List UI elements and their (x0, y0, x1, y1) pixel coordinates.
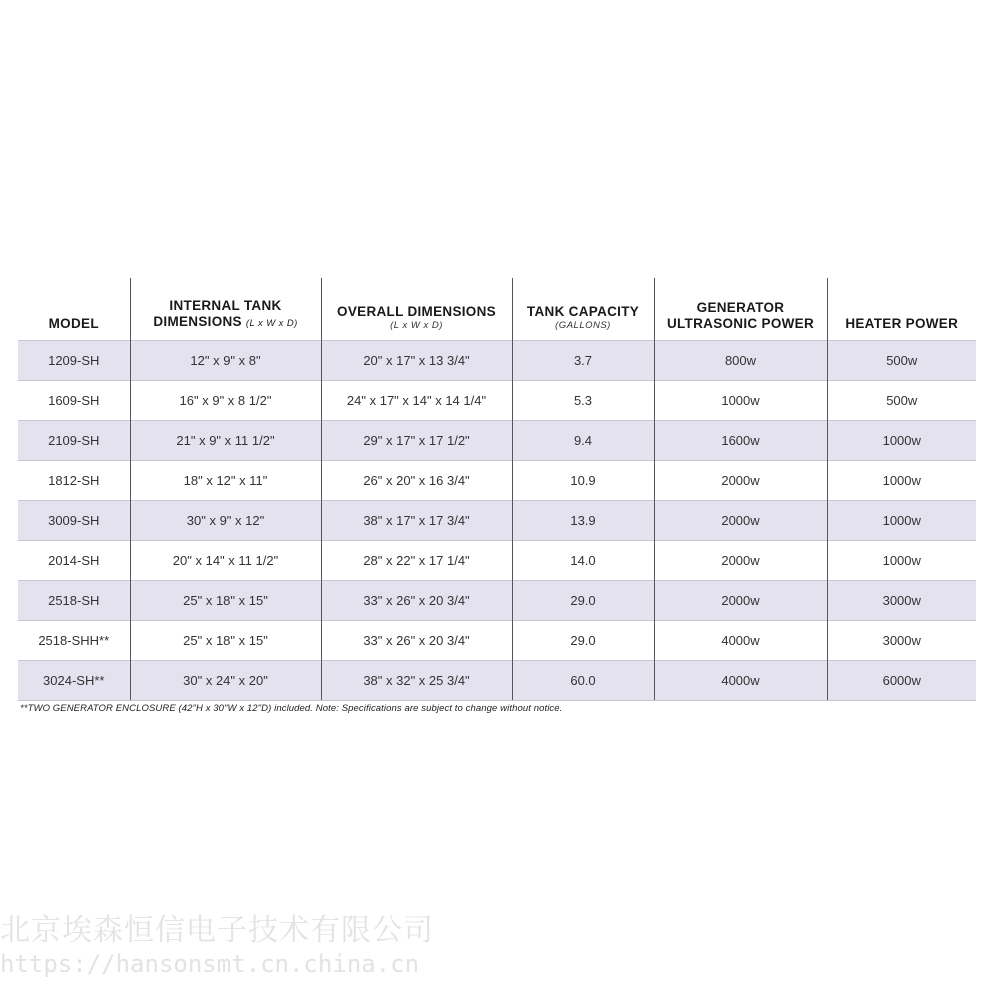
cell-model: 3009-SH (18, 501, 130, 541)
cell-heater-power: 6000w (827, 661, 976, 701)
cell-tank-capacity: 14.0 (512, 541, 654, 581)
header-subtitle: (GALLONS) (555, 320, 611, 331)
cell-tank-capacity: 9.4 (512, 421, 654, 461)
cell-internal-dimensions: 16" x 9" x 8 1/2" (130, 381, 321, 421)
cell-model: 2109-SH (18, 421, 130, 461)
cell-heater-power: 500w (827, 381, 976, 421)
footnote: **TWO GENERATOR ENCLOSURE (42"H x 30"W x 12"D) included. Note: Specifications are subject to change without notice. (20, 703, 563, 714)
cell-heater-power: 1000w (827, 461, 976, 501)
cell-internal-dimensions: 30" x 9" x 12" (130, 501, 321, 541)
header-line1: GENERATOR (696, 300, 785, 315)
cell-internal-dimensions: 30" x 24" x 20" (130, 661, 321, 701)
table-row (18, 381, 976, 421)
cell-tank-capacity: 60.0 (512, 661, 654, 701)
table-row (18, 621, 976, 661)
column-header-tank-capacity (512, 278, 654, 341)
cell-model: 1812-SH (18, 461, 130, 501)
cell-overall-dimensions: 38" x 32" x 25 3/4" (321, 661, 512, 701)
table-row (18, 661, 976, 701)
table-row (18, 541, 976, 581)
cell-overall-dimensions: 38" x 17" x 17 3/4" (321, 501, 512, 541)
cell-heater-power: 1000w (827, 541, 976, 581)
cell-generator-power: 2000w (654, 581, 827, 621)
cell-generator-power: 4000w (654, 661, 827, 701)
cell-generator-power: 2000w (654, 461, 827, 501)
table-row (18, 581, 976, 621)
cell-overall-dimensions: 33" x 26" x 20 3/4" (321, 581, 512, 621)
column-header-heater-power (827, 278, 976, 341)
cell-overall-dimensions: 20" x 17" x 13 3/4" (321, 341, 512, 381)
cell-model: 2014-SH (18, 541, 130, 581)
cell-tank-capacity: 10.9 (512, 461, 654, 501)
table-row (18, 421, 976, 461)
cell-internal-dimensions: 21" x 9" x 11 1/2" (130, 421, 321, 461)
cell-heater-power: 500w (827, 341, 976, 381)
table-row (18, 461, 976, 501)
header-line1: MODEL (48, 316, 99, 331)
watermark-url: https://hansonsmt.cn.china.cn (0, 950, 420, 978)
cell-generator-power: 2000w (654, 501, 827, 541)
header-line2: DIMENSIONS (153, 314, 242, 329)
cell-heater-power: 3000w (827, 621, 976, 661)
cell-internal-dimensions: 25" x 18" x 15" (130, 581, 321, 621)
table-body (18, 341, 976, 701)
cell-heater-power: 1000w (827, 421, 976, 461)
cell-generator-power: 800w (654, 341, 827, 381)
cell-internal-dimensions: 20" x 14" x 11 1/2" (130, 541, 321, 581)
header-line1: INTERNAL TANK (169, 298, 282, 313)
header-subtitle: (L x W x D) (390, 320, 443, 331)
cell-model: 1209-SH (18, 341, 130, 381)
column-header-generator-power (654, 278, 827, 341)
cell-internal-dimensions: 25" x 18" x 15" (130, 621, 321, 661)
cell-model: 2518-SH (18, 581, 130, 621)
cell-generator-power: 1600w (654, 421, 827, 461)
header-row (18, 278, 976, 341)
cell-internal-dimensions: 18" x 12" x 11" (130, 461, 321, 501)
cell-heater-power: 1000w (827, 501, 976, 541)
watermark-company: 北京埃森恒信电子技术有限公司 (0, 913, 434, 948)
header-line1: OVERALL DIMENSIONS (337, 304, 496, 319)
cell-model: 1609-SH (18, 381, 130, 421)
cell-overall-dimensions: 28" x 22" x 17 1/4" (321, 541, 512, 581)
cell-model: 3024-SH** (18, 661, 130, 701)
table-row (18, 501, 976, 541)
cell-tank-capacity: 5.3 (512, 381, 654, 421)
cell-heater-power: 3000w (827, 581, 976, 621)
header-line2: ULTRASONIC POWER (666, 316, 815, 331)
cell-generator-power: 2000w (654, 541, 827, 581)
cell-tank-capacity: 3.7 (512, 341, 654, 381)
cell-overall-dimensions: 24" x 17" x 14" x 14 1/4" (321, 381, 512, 421)
spec-table (18, 278, 976, 701)
cell-overall-dimensions: 29" x 17" x 17 1/2" (321, 421, 512, 461)
column-header-overall-dimensions (321, 278, 512, 341)
column-header-internal-dimensions (130, 278, 321, 341)
cell-tank-capacity: 29.0 (512, 621, 654, 661)
cell-tank-capacity: 13.9 (512, 501, 654, 541)
cell-model: 2518-SHH** (18, 621, 130, 661)
header-line1: HEATER POWER (845, 316, 959, 331)
cell-overall-dimensions: 33" x 26" x 20 3/4" (321, 621, 512, 661)
cell-generator-power: 4000w (654, 621, 827, 661)
cell-tank-capacity: 29.0 (512, 581, 654, 621)
table-row (18, 341, 976, 381)
cell-generator-power: 1000w (654, 381, 827, 421)
cell-overall-dimensions: 26" x 20" x 16 3/4" (321, 461, 512, 501)
header-line1: TANK CAPACITY (526, 304, 640, 319)
header-subtitle: (L x W x D) (245, 318, 298, 329)
cell-internal-dimensions: 12" x 9" x 8" (130, 341, 321, 381)
column-header-model (18, 278, 130, 341)
